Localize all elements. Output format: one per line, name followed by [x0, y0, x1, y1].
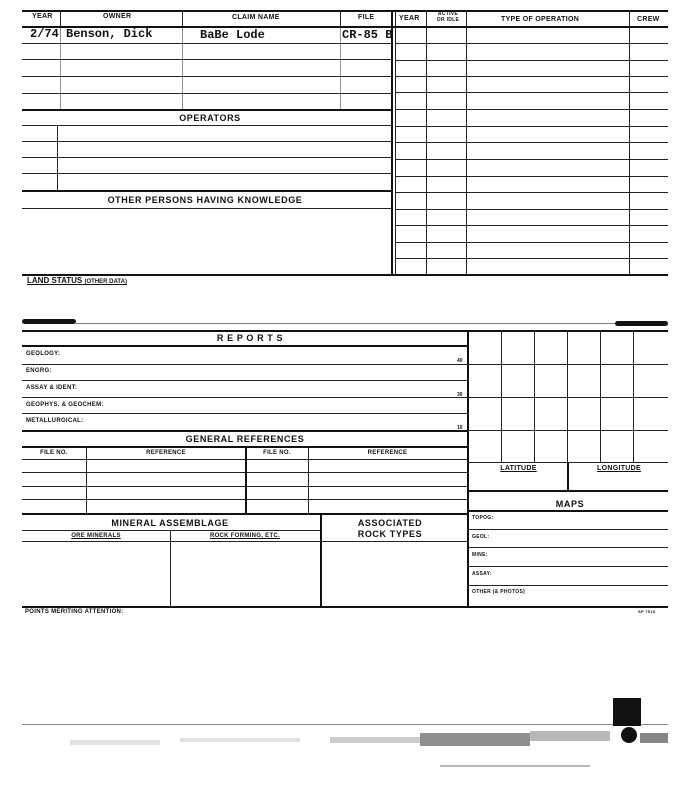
- dashed-separator: [76, 323, 616, 324]
- main-divider-inner: [395, 10, 396, 276]
- col-sep-active: [466, 10, 467, 276]
- ore-minerals-label: ORE MINERALS: [71, 533, 121, 539]
- header-active: ACTIVE: [437, 11, 459, 17]
- main-divider: [391, 10, 393, 276]
- header-or-idle: OR IDLE: [436, 17, 460, 23]
- row-line: [22, 173, 391, 174]
- header-file: FILE: [358, 14, 375, 21]
- coord-sep: [567, 462, 569, 490]
- header-year: YEAR: [32, 13, 53, 20]
- operators-heading: OPERATORS: [179, 113, 241, 123]
- row-line: [22, 190, 391, 192]
- col-sep-year: [426, 10, 427, 276]
- row-line-right: [395, 242, 668, 243]
- row-line: [22, 513, 467, 515]
- reports-top-border: [22, 330, 668, 332]
- row-line: [22, 157, 391, 158]
- header-type-of-operation: TYPE OF OPERATION: [501, 16, 580, 23]
- land-status-sub: (OTHER DATA): [84, 279, 127, 285]
- mineral-assemblage-heading: MINERAL ASSEMBLAGE: [111, 518, 229, 528]
- row-line: [22, 59, 391, 60]
- row-line-right: [395, 60, 668, 61]
- col-sep: [308, 446, 309, 513]
- row-line: [467, 585, 668, 586]
- scan-smear-right: [615, 321, 668, 326]
- row-line: [22, 141, 391, 142]
- row-line: [22, 413, 467, 414]
- associated-heading: ASSOCIATED: [357, 518, 423, 528]
- scan-noise: [180, 738, 300, 742]
- header-owner: OWNER: [103, 13, 132, 20]
- maps-geol: GEOL:: [472, 534, 490, 540]
- row1-claim-name: BaBe Lode: [200, 28, 265, 42]
- row-line-right: [395, 209, 668, 210]
- reports-num-10: 10: [457, 425, 463, 431]
- scan-smear-left: [22, 319, 76, 324]
- land-status-label: [27, 276, 127, 285]
- maps-mine: MINE:: [472, 552, 488, 558]
- row-line: [22, 93, 391, 94]
- header-year-2: YEAR: [399, 15, 420, 22]
- scan-noise: [640, 733, 668, 743]
- row-line: [22, 109, 391, 111]
- registration-dot: [621, 727, 637, 743]
- reports-num-30: 30: [457, 392, 463, 398]
- maps-heading: MAPS: [555, 499, 585, 509]
- row1-year: 2/74: [30, 27, 59, 41]
- grid-vline: [534, 330, 535, 462]
- col-sep: [57, 125, 58, 190]
- reports-metallurgical: METALLURGICAL:: [26, 418, 84, 424]
- row-line: [22, 430, 467, 432]
- reports-heading: R E P O R T S: [216, 333, 284, 343]
- header-claim-name: CLAIM NAME: [232, 14, 280, 21]
- grid-hline: [467, 397, 668, 398]
- grid-hline: [467, 364, 668, 365]
- grid-vline: [633, 330, 634, 462]
- reports-right-divider: [467, 330, 469, 606]
- row-line-right: [395, 92, 668, 93]
- row-line-right: [395, 225, 668, 226]
- row-line-right: [395, 109, 668, 110]
- reports-assay: ASSAY & IDENT:: [26, 385, 78, 391]
- scan-noise: [440, 765, 590, 767]
- general-references-heading: GENERAL REFERENCES: [185, 434, 305, 444]
- rock-forming-label: ROCK FORMING, ETC.: [209, 533, 281, 539]
- col-sep: [320, 513, 322, 606]
- other-persons-heading: OTHER PERSONS HAVING KNOWLEDGE: [107, 195, 303, 205]
- row-line-right: [395, 192, 668, 193]
- row-line-right: [395, 176, 668, 177]
- longitude-label: LONGITUDE: [597, 465, 641, 472]
- reports-geology: GEOLOGY:: [26, 351, 61, 357]
- col-sep: [340, 10, 341, 26]
- scan-noise: [530, 731, 610, 741]
- row-line: [22, 345, 467, 347]
- row-line: [22, 530, 320, 531]
- form-number: SP 7515: [638, 609, 656, 614]
- col-sep-faint: [340, 26, 341, 109]
- row-line-right: [395, 159, 668, 160]
- grid-vline: [501, 330, 502, 462]
- col-sep: [60, 10, 61, 26]
- gr-col-file-no-2: FILE NO.: [263, 450, 291, 456]
- grid-hline: [467, 430, 668, 431]
- top-border: [22, 10, 668, 12]
- land-status-text: LAND STATUS: [27, 276, 83, 285]
- row-line: [467, 566, 668, 567]
- maps-top-border: [467, 490, 668, 492]
- col-sep-faint: [182, 26, 183, 109]
- scan-noise: [70, 740, 160, 745]
- row-line: [467, 510, 668, 512]
- grid-vline: [600, 330, 601, 462]
- gr-col-file-no-1: FILE NO.: [40, 450, 68, 456]
- row-line-right: [395, 126, 668, 127]
- reports-num-40: 40: [457, 358, 463, 364]
- maps-topog: TOPOG:: [472, 515, 494, 521]
- row-line-right: [395, 142, 668, 143]
- row-line: [467, 547, 668, 548]
- row-line: [22, 125, 391, 126]
- row-line: [22, 76, 391, 77]
- row-line: [22, 364, 467, 365]
- reports-geophys: GEOPHYS. & GEOCHEM:: [26, 402, 104, 408]
- row-line-right: [395, 43, 668, 44]
- row1-file: CR-85 B: [342, 28, 393, 42]
- reports-engrg: ENGRG:: [26, 368, 52, 374]
- row-line: [467, 529, 668, 530]
- col-sep: [170, 530, 171, 606]
- row-line-right: [395, 258, 668, 259]
- latitude-label: LATITUDE: [500, 465, 537, 472]
- row-line: [22, 43, 391, 44]
- row-line-right: [395, 76, 668, 77]
- scan-noise: [420, 733, 530, 746]
- col-sep: [86, 446, 87, 513]
- row-line: [22, 397, 467, 398]
- row1-owner: Benson, Dick: [66, 27, 153, 41]
- gr-col-reference-1: REFERENCE: [146, 450, 186, 456]
- col-sep: [245, 446, 247, 513]
- grid-vline: [567, 330, 568, 462]
- rock-types-heading: ROCK TYPES: [357, 529, 423, 539]
- maps-other: OTHER (& PHOTOS): [472, 589, 526, 595]
- header-crew: CREW: [637, 16, 660, 23]
- gr-col-reference-2: REFERENCE: [367, 450, 408, 456]
- col-sep-crew: [629, 10, 630, 276]
- row-line: [22, 541, 467, 542]
- scan-noise: [330, 737, 420, 743]
- maps-assay: ASSAY:: [472, 571, 492, 577]
- registration-mark: [613, 698, 641, 726]
- col-sep: [182, 10, 183, 26]
- col-sep-faint: [60, 26, 61, 109]
- row-line: [22, 208, 391, 209]
- row-line: [22, 380, 467, 381]
- reports-bottom-border: [22, 606, 668, 608]
- artifact-line: [22, 724, 668, 725]
- points-meriting-attention-label: POINTS MERITING ATTENTION:: [25, 609, 124, 615]
